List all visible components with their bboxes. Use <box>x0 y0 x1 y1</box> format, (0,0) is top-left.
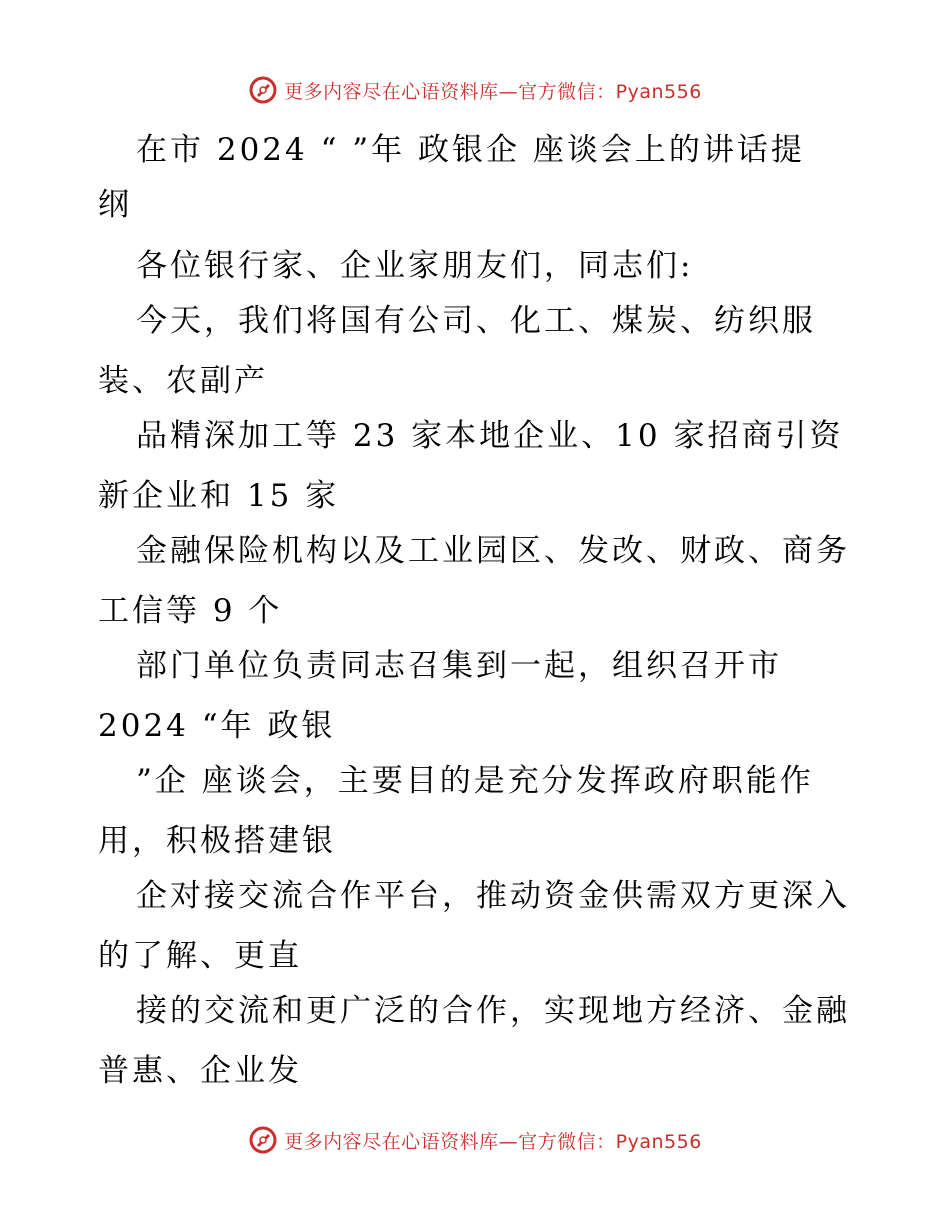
paragraph-line: 用，积极搭建银 <box>98 823 336 859</box>
paragraph-line: 普惠、企业发 <box>98 1053 302 1089</box>
paragraph-line: 新企业和 15 家 <box>98 478 340 514</box>
paragraph-line: 企对接交流合作平台，推动资金供需双方更深入 <box>136 878 850 914</box>
paragraph-line: 工信等 9 个 <box>98 593 283 629</box>
paragraph-line: ”企 座谈会，主要目的是充分发挥政府职能作 <box>136 763 814 799</box>
paragraph-line: 品精深加工等 23 家本地企业、10 家招商引资 <box>136 418 844 454</box>
paragraph-line: 装、农副产 <box>98 363 268 399</box>
watermark-banner-top <box>0 70 950 110</box>
watermark-banner-bottom <box>0 1120 950 1160</box>
logo-seal-icon <box>248 75 278 105</box>
paragraph-line: 部门单位负责同志召集到一起，组织召开市 <box>136 648 782 684</box>
wechat-id: Pyan556 <box>615 80 702 103</box>
paragraph-line: 今天，我们将国有公司、化工、煤炭、纺织服 <box>136 303 816 339</box>
watermark-text: 更多内容尽在心语资料库—官方微信：Pyan556 <box>284 80 702 103</box>
paragraph-line: 2024 “年 政银 <box>98 708 336 744</box>
logo-seal-icon <box>248 1125 278 1155</box>
wechat-id: Pyan556 <box>615 1130 702 1153</box>
paragraph-line: 各位银行家、企业家朋友们，同志们: <box>136 248 694 284</box>
paragraph-line: 金融保险机构以及工业园区、发改、财政、商务 <box>136 533 850 569</box>
title-line-2: 纲 <box>98 187 132 223</box>
title-line-1: 在市 2024 “ ”年 政银企 座谈会上的讲话提 <box>136 132 805 168</box>
paragraph-line: 的了解、更直 <box>98 938 302 974</box>
watermark-text: 更多内容尽在心语资料库—官方微信：Pyan556 <box>284 1130 702 1153</box>
paragraph-line: 接的交流和更广泛的合作，实现地方经济、金融 <box>136 993 850 1029</box>
